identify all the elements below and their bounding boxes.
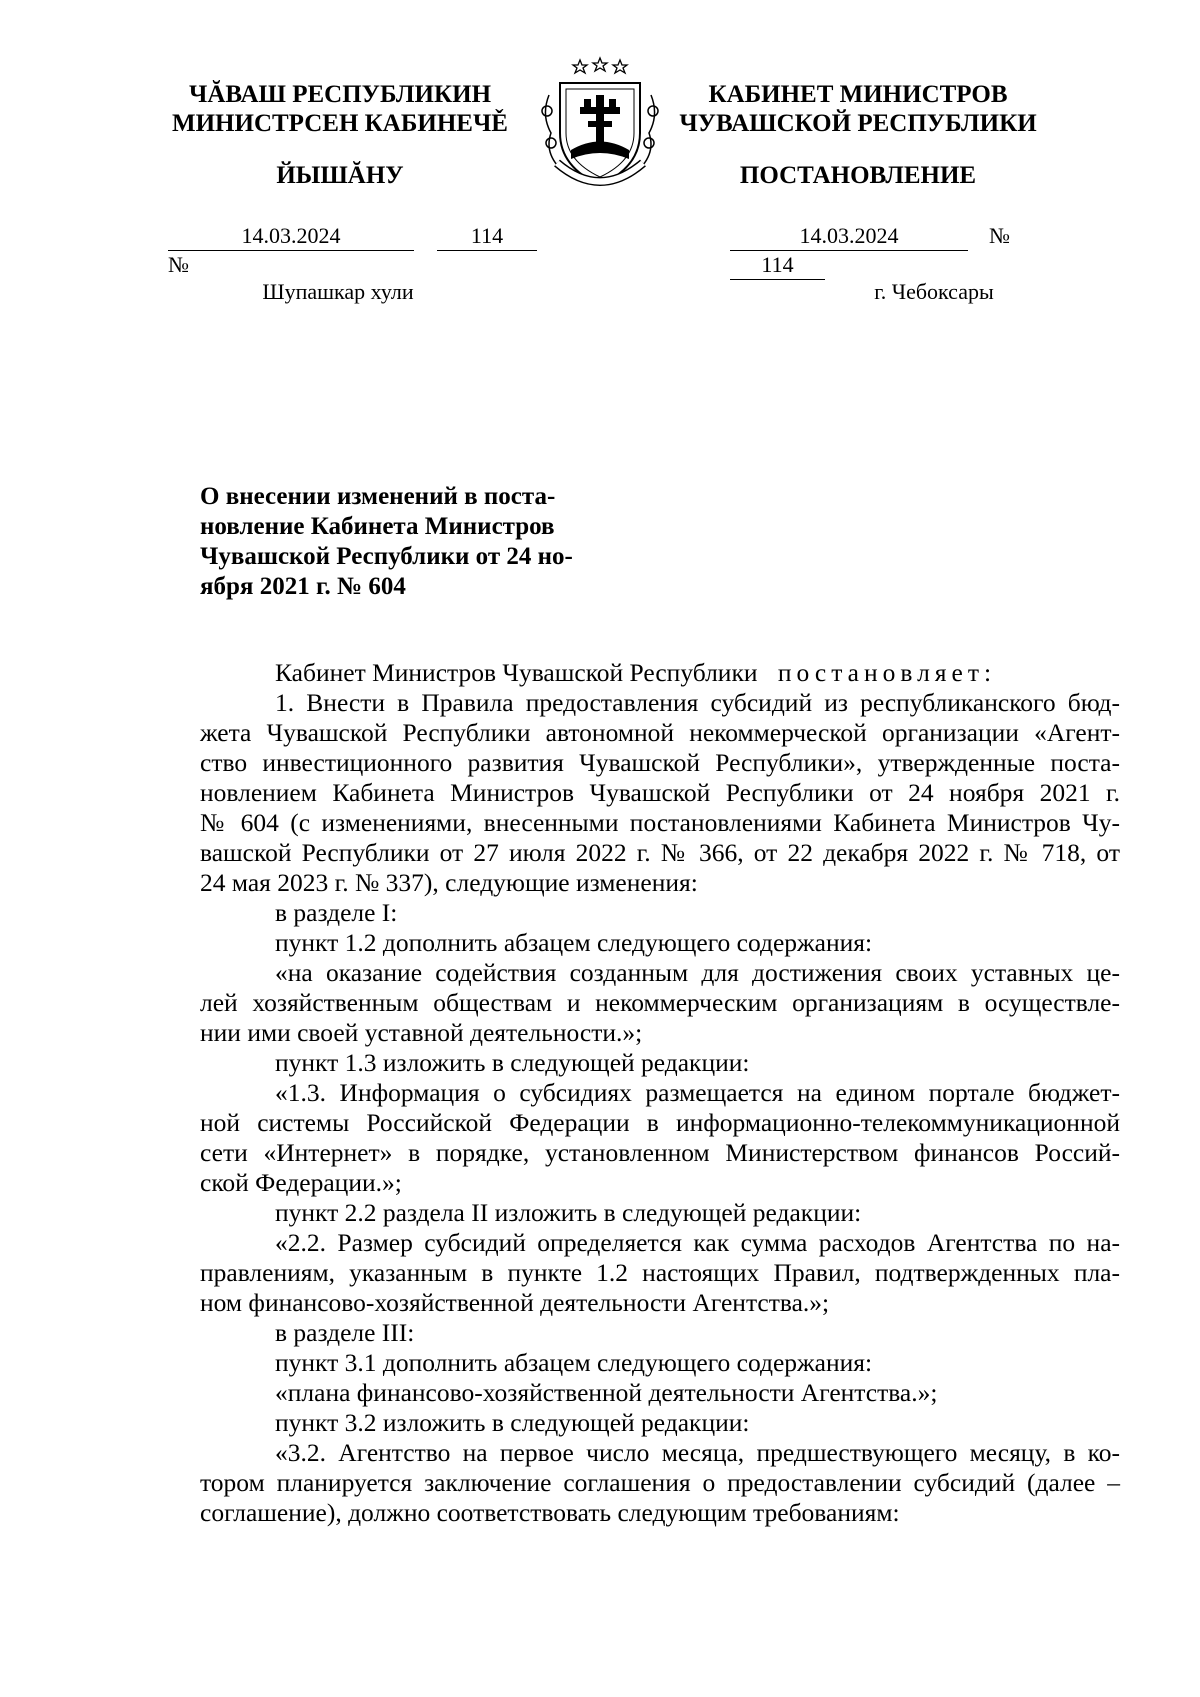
paragraph-line: № 604 (с изменениями, внесенными постановлениями Кабинета Министров Чу- bbox=[200, 808, 1120, 837]
right-number-field: 114 bbox=[730, 251, 825, 280]
paragraph-line: вашской Республики от 27 июля 2022 г. № 366, от 22 декабря 2022 г. № 718, от bbox=[200, 838, 1120, 867]
quote-1 bbox=[200, 958, 1120, 1048]
quote-4 bbox=[200, 1438, 1120, 1528]
document-body bbox=[200, 658, 1120, 1528]
title-line: новление Кабинета Министров bbox=[200, 513, 555, 540]
paragraph-line: тором планируется заключение соглашения о предоставлении субсидий (далее – bbox=[200, 1468, 1120, 1497]
paragraph-line: ной системы Российской Федерации в информационно-телекоммуникационной bbox=[200, 1108, 1120, 1137]
title-line: О внесении изменений в поста- bbox=[200, 483, 556, 510]
left-document-type: ЙЫШĂНУ bbox=[276, 162, 404, 189]
intro-verb: постановляет: bbox=[777, 658, 997, 687]
section-line: в разделе III: bbox=[275, 1318, 415, 1347]
right-place-name: г. Чебоксары bbox=[874, 279, 994, 304]
quote-2 bbox=[200, 1078, 1120, 1198]
left-place-name: Шупашкар хули bbox=[262, 279, 414, 304]
left-org-line-1: ЧĂВАШ РЕСПУБЛИКИН bbox=[188, 81, 492, 108]
paragraph-1 bbox=[200, 688, 1120, 898]
coat-of-arms-icon bbox=[535, 55, 665, 195]
left-requisites bbox=[168, 222, 548, 279]
section-line: пункт 1.3 изложить в следующей редакции: bbox=[275, 1048, 750, 1077]
section-line: пункт 3.1 дополнить абзацем следующего содержания: bbox=[275, 1348, 873, 1377]
right-org-line-2: ЧУВАШСКОЙ РЕСПУБЛИКИ bbox=[679, 110, 1037, 137]
right-organization-name bbox=[668, 80, 1048, 138]
paragraph-line: ство инвестиционного развития Чувашской Республики», утвержденные поста- bbox=[200, 748, 1120, 777]
paragraph-line: новлением Кабинета Министров Чувашской Республики от 24 ноября 2021 г. bbox=[200, 778, 1120, 807]
left-number-sign: № bbox=[168, 252, 189, 277]
paragraph-line: «1.3. Информация о субсидиях размещается на едином портале бюджет- bbox=[275, 1078, 1120, 1107]
paragraph-line: сети «Интернет» в порядке, установленном Министерством финансов Россий- bbox=[200, 1138, 1120, 1167]
right-number-sign: № bbox=[989, 223, 1010, 248]
paragraph-line: ном финансово-хозяйственной деятельности Агентства.»; bbox=[200, 1288, 830, 1317]
right-document-type: ПОСТАНОВЛЕНИЕ bbox=[739, 162, 977, 189]
right-org-line-1: КАБИНЕТ МИНИСТРОВ bbox=[708, 81, 1008, 108]
intro-prefix: Кабинет Министров Чувашской Республики bbox=[275, 658, 758, 687]
paragraph-line: соглашение), должно соответствовать следующим требованиям: bbox=[200, 1498, 900, 1527]
paragraph-line: «на оказание содействия созданным для достижения своих уставных це- bbox=[275, 958, 1120, 987]
section-line: пункт 3.2 изложить в следующей редакции: bbox=[275, 1408, 750, 1437]
paragraph-line: лей хозяйственным обществам и некоммерческим организациям в осуществле- bbox=[200, 988, 1120, 1017]
paragraph-line: 24 мая 2023 г. № 337), следующие изменения: bbox=[200, 868, 698, 897]
quote-3 bbox=[200, 1228, 1120, 1318]
section-line: пункт 2.2 раздела II изложить в следующей редакции: bbox=[275, 1198, 862, 1227]
document-title bbox=[200, 482, 600, 602]
left-date-field: 14.03.2024 bbox=[168, 222, 414, 251]
right-date-field: 14.03.2024 bbox=[730, 222, 968, 251]
right-requisites bbox=[730, 222, 1110, 280]
paragraph-line: 1. Внести в Правила предоставления субсидий из республиканского бюд- bbox=[275, 688, 1120, 717]
intro-line bbox=[200, 658, 1120, 688]
paragraph-line: «2.2. Размер субсидий определяется как сумма расходов Агентства по на- bbox=[275, 1228, 1120, 1257]
left-org-line-2: МИНИСТРСЕН КАБИНЕЧĚ bbox=[172, 110, 508, 137]
section-line: в разделе I: bbox=[275, 898, 398, 927]
title-line: ября 2021 г. № 604 bbox=[200, 573, 406, 600]
title-line: Чувашской Республики от 24 но- bbox=[200, 543, 573, 570]
paragraph-line: «3.2. Агентство на первое число месяца, предшествующего месяцу, в ко- bbox=[275, 1438, 1120, 1467]
paragraph-line: правлениям, указанным в пункте 1.2 настоящих Правил, подтвержденных пла- bbox=[200, 1258, 1120, 1287]
section-line: пункт 1.2 дополнить абзацем следующего содержания: bbox=[275, 928, 873, 957]
section-line: «плана финансово-хозяйственной деятельности Агентства.»; bbox=[275, 1378, 938, 1407]
paragraph-line: жета Чувашской Республики автономной некоммерческой организации «Агент- bbox=[200, 718, 1120, 747]
left-number-field: 114 bbox=[437, 222, 537, 251]
paragraph-line: нии ими своей уставной деятельности.»; bbox=[200, 1018, 643, 1047]
paragraph-line: ской Федерации.»; bbox=[200, 1168, 402, 1197]
left-organization-name bbox=[150, 80, 530, 138]
coat-of-arms-emblem bbox=[535, 55, 665, 195]
